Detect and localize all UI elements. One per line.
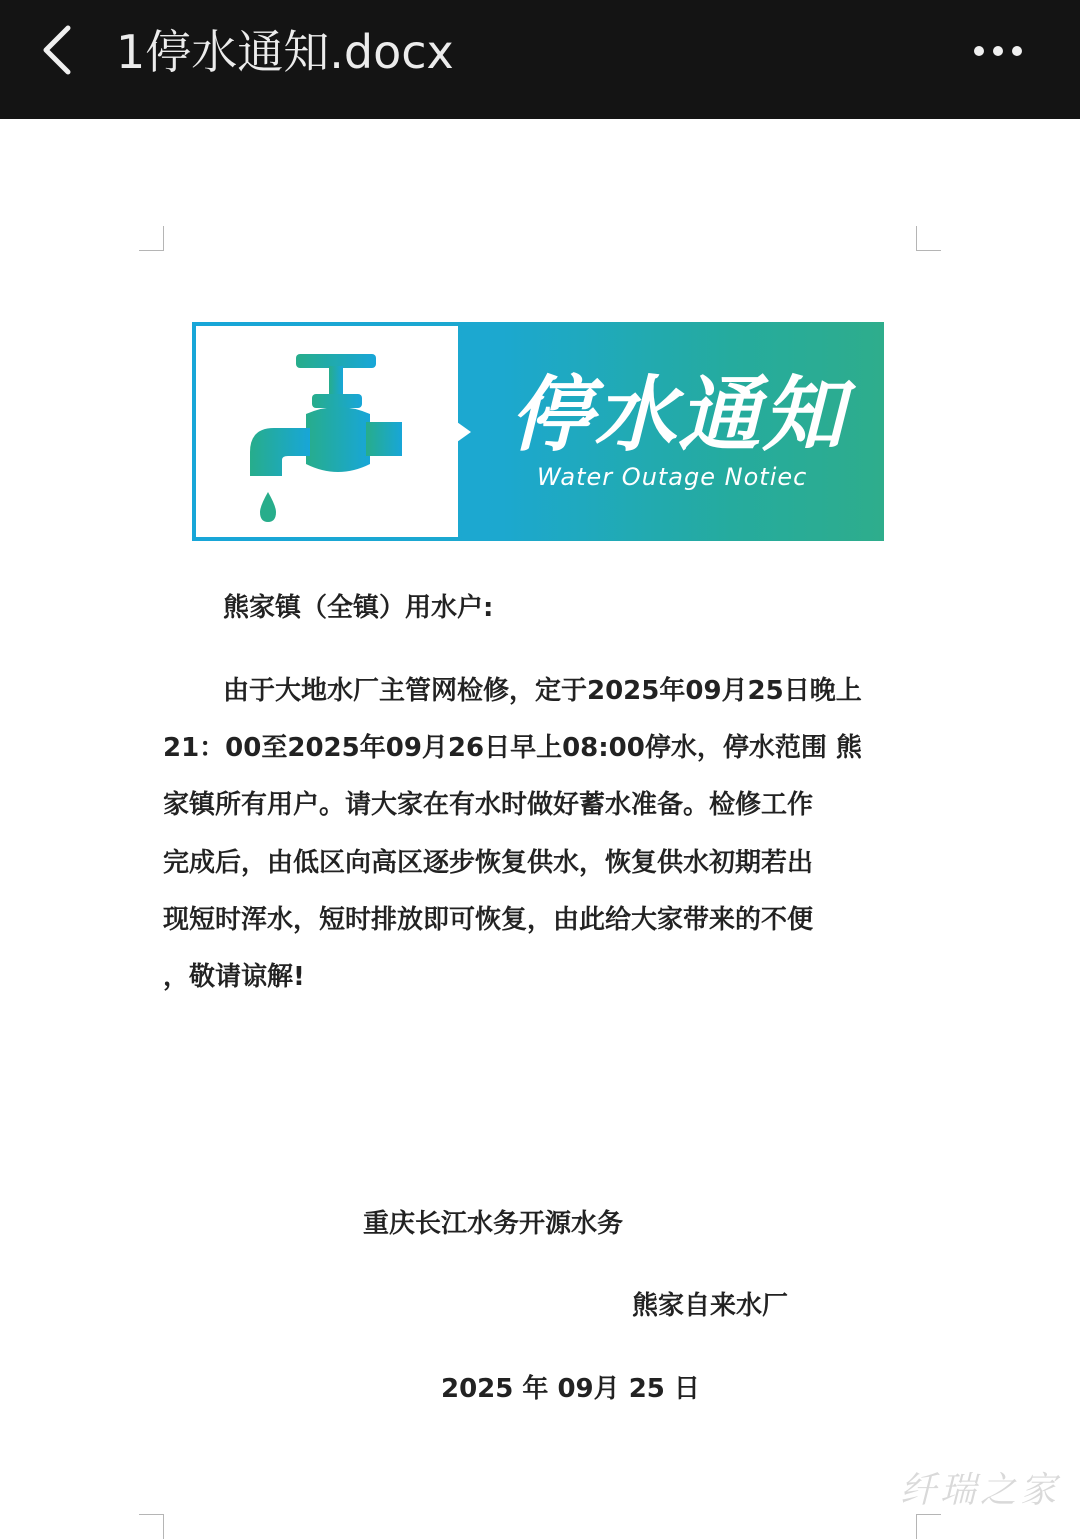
top-bar [0, 0, 1080, 119]
back-button[interactable] [30, 20, 90, 80]
more-horizontal-icon [993, 46, 1003, 56]
notice-banner [192, 322, 884, 541]
page-crop-mark [916, 226, 941, 251]
signature-plant: 熊家自来水厂 [632, 1291, 789, 1321]
chevron-left-icon [30, 20, 90, 80]
banner-icon-panel [196, 326, 458, 537]
body-line: 21：00至2025年09月26日早上08:00停水，停水范围 熊 [163, 733, 862, 763]
more-horizontal-icon [1012, 46, 1022, 56]
signature-organization: 重庆长江水务开源水务 [363, 1209, 624, 1239]
document-title: 1停水通知.docx [116, 25, 454, 79]
body-line: 家镇所有用户。请大家在有水时做好蓄水准备。检修工作 [163, 790, 814, 820]
more-options-button[interactable] [962, 26, 1034, 76]
signature-date: 2025 年 09月 25 日 [441, 1374, 700, 1404]
body-line: 现短时浑水，短时排放即可恢复，由此给大家带来的不便 [163, 905, 814, 935]
body-line: ，敬请谅解! [163, 962, 305, 992]
more-horizontal-icon [974, 46, 984, 56]
faucet-icon [246, 352, 416, 522]
banner-title: 停水通知 [510, 368, 846, 463]
watermark: 纤瑞之家 [900, 1470, 1061, 1511]
salutation: 熊家镇（全镇）用水户: [223, 593, 494, 623]
body-line: 完成后，由低区向高区逐步恢复供水，恢复供水初期若出 [163, 848, 814, 878]
body-line: 由于大地水厂主管网检修，定于2025年09月25日晚上 [223, 676, 862, 706]
banner-arrow [457, 422, 471, 442]
page-crop-mark [139, 226, 164, 251]
banner-subtitle: Water Outage Notiec [537, 463, 808, 491]
